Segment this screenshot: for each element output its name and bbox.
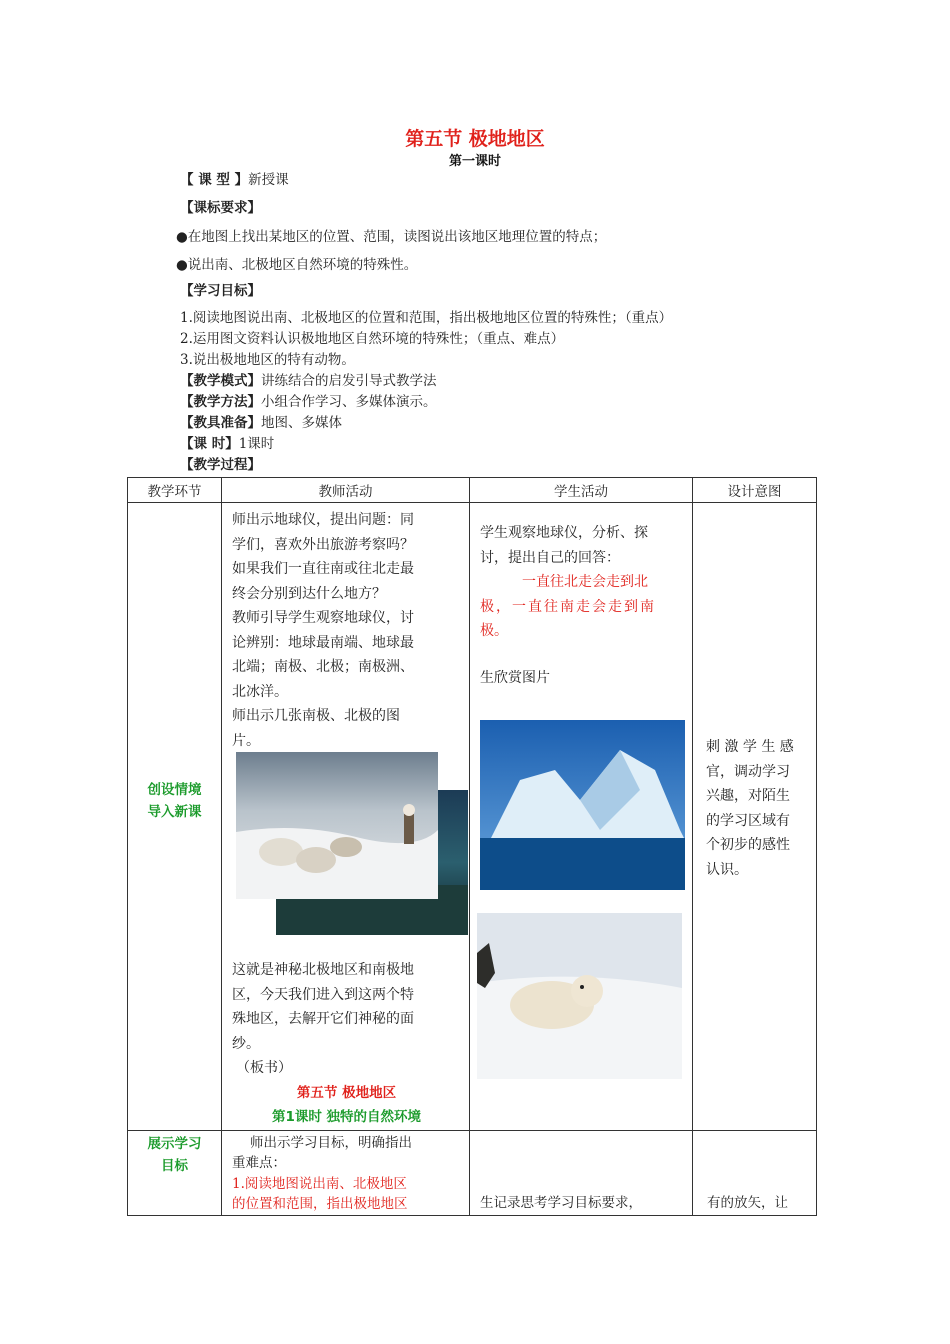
teacher-cell: 师出示学习目标，明确指出 重难点： 1.阅读地图说出南、北极地区 的位置和范围，指出极地地区 [222,1130,470,1215]
teaching-method: 【教学方法】小组合作学习、多媒体演示。 [180,394,437,410]
header-teacher: 教师活动 [222,478,470,503]
course-type: 【 课 型 】新授课 [180,172,289,188]
header-stage: 教学环节 [128,478,222,503]
polar-bear-photo [477,913,682,1079]
page-subtitle: 第一课时 [448,154,501,169]
board-note: （板书） [236,1060,292,1076]
design-cell: 有的放矢，让 [693,1130,817,1215]
table-row [128,1130,817,1215]
student-cell: 生记录思考学习目标要求， [470,1130,693,1215]
student-view: 生欣赏图片 [480,669,550,686]
goals-label: 【学习目标】 [180,283,261,299]
teaching-tools: 【教具准备】地图、多媒体 [180,415,342,431]
header-student: 学生活动 [470,478,693,503]
class-hours: 【课 时】1课时 [180,436,275,452]
stage-cell: 创设情境 导入新课 [128,503,222,1131]
standard-item: ●说出南、北极地区自然环境的特殊性。 [176,257,418,273]
board-title: 第五节 极地地区 [296,1084,397,1101]
goal-item: 3.说出极地地区的特有动物。 [180,352,355,368]
design-cell: 刺 激 学 生 感 官，调动学习 兴趣，对陌生 的学习区域有 个初步的感性 认识。 [693,503,817,1131]
teacher-cell: 师出示地球仪，提出问题：同 学们，喜欢外出旅游考察吗？ 如果我们一直往南或往北走最 终会分别到达什么地方？ 教师引导学生观察地球仪，讨 论辨别：地球最南端、地球最 北端；南极、北极；南极洲、 北冰洋。 师出示几张南极、北极的图 片。 这就是神秘北极地区和南极地 区，今天我们进入到这两个特 殊地区，去解开它们神秘的面 纱。 （板书） 第五节 极地地区 第1课时 独特的自然环境 [222,503,470,1131]
goal-item: 2.运用图文资料认识极地地区自然环境的特殊性；（重点、难点） [180,331,565,347]
stage-cell: 展示学习 目标 [128,1130,222,1215]
lesson-table [127,477,817,1216]
iceberg-photo [480,720,685,890]
table-row [128,503,817,1131]
standards-label: 【课标要求】 [180,200,261,216]
sled-dogs-photo [236,752,438,899]
header-design: 设计意图 [693,478,817,503]
page-title: 第五节 极地地区 [405,128,545,150]
standard-item: ●在地图上找出某地区的位置、范围，读图说出该地区地理位置的特点； [176,229,607,245]
goal-item: 1.阅读地图说出南、北极地区的位置和范围，指出极地地区位置的特殊性；（重点） [180,310,673,326]
table-header-row [128,478,817,503]
teaching-mode: 【教学模式】讲练结合的启发引导式教学法 [180,373,437,389]
board-subtitle: 第1课时 独特的自然环境 [271,1109,422,1125]
student-cell: 学生观察地球仪，分析、探 讨，提出自己的回答： 一直往北走会走到北 极，一直往南走会走到南 极。 生欣赏图片 [470,503,693,1131]
process-label: 【教学过程】 [180,457,261,473]
